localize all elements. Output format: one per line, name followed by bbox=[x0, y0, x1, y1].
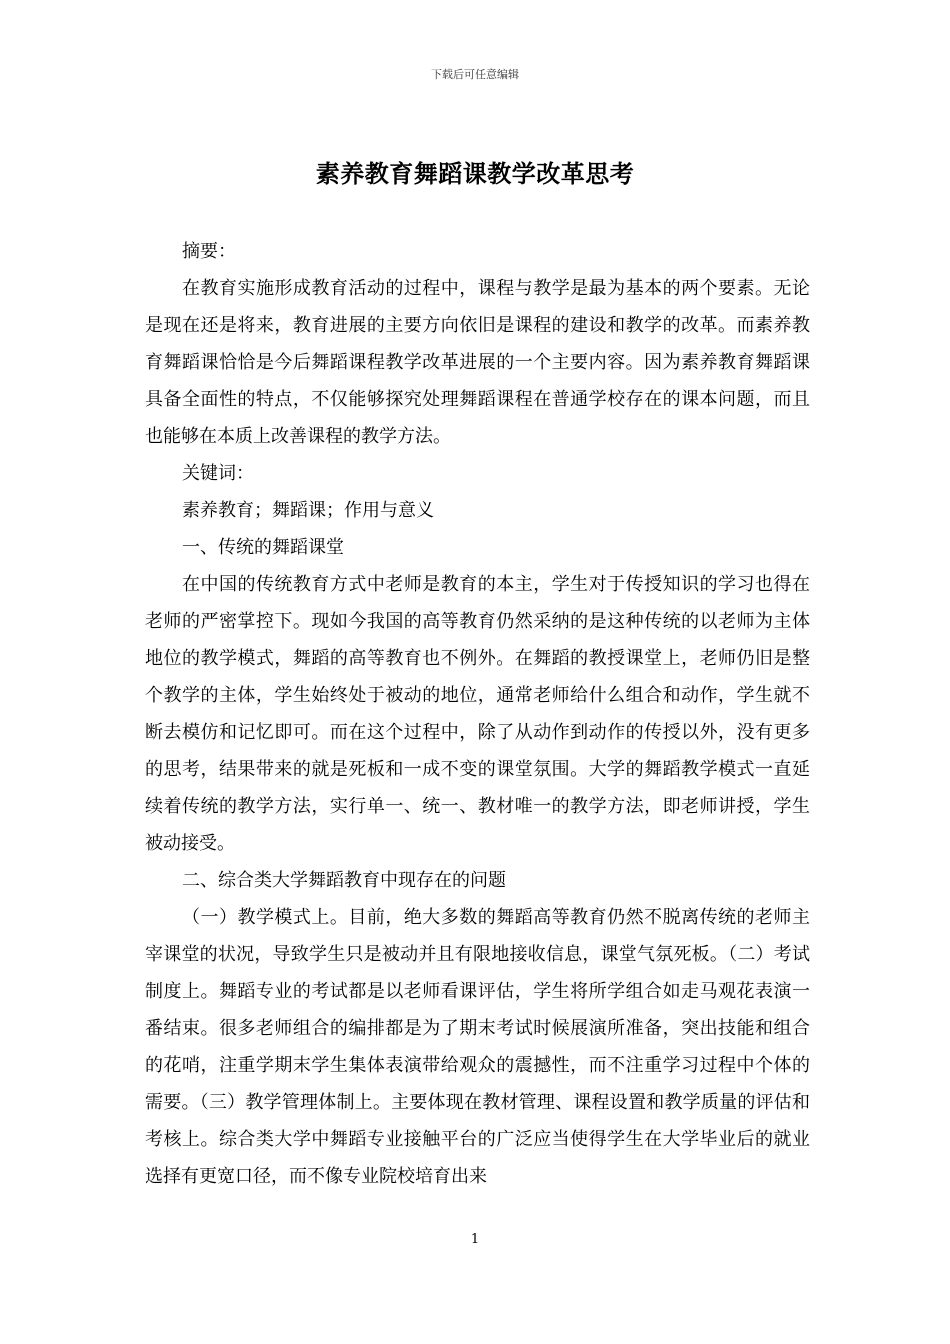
page-number: 1 bbox=[470, 1232, 480, 1247]
page-header-note: 下载后可任意编辑 bbox=[431, 68, 519, 81]
section-1-paragraph: 在中国的传统教育方式中老师是教育的本主，学生对于传授知识的学习也得在老师的严密掌控下。现如今我国的高等教育仍然采纳的是这种传统的以老师为主体地位的教学模式，舞蹈的高等教育也不例外。在舞蹈的教授课堂上，老师仍旧是整个教学的主体，学生始终处于被动的地位，通常老师给什么组合和动作，学生就不断去模仿和记忆即可。而在这个过程中，除了从动作到动作的传授以外，没有更多的思考，结果带来的就是死板和一成不变的课堂氛围。大学的舞蹈教学模式一直延续着传统的教学方法，实行单一、统一、教材唯一的教学方法，即老师讲授，学生被动接受。 bbox=[145, 574, 810, 854]
abstract-label: 摘要： bbox=[182, 241, 236, 262]
keywords-label: 关键词： bbox=[182, 463, 254, 484]
section-heading-2: 二、综合类大学舞蹈教育中现存在的问题 bbox=[182, 870, 506, 891]
abstract-paragraph: 在教育实施形成教育活动的过程中，课程与教学是最为基本的两个要素。无论是现在还是将来，教育进展的主要方向依旧是课程的建设和教学的改革。而素养教育舞蹈课恰恰是今后舞蹈课程教学改革进展的一个主要内容。因为素养教育舞蹈课具备全面性的特点，不仅能够探究处理舞蹈课程在普通学校存在的课本问题，而且也能够在本质上改善课程的教学方法。 bbox=[145, 278, 810, 447]
document-body bbox=[145, 233, 810, 1195]
section-2-paragraph: （一）教学模式上。目前，绝大多数的舞蹈高等教育仍然不脱离传统的老师主宰课堂的状况，导致学生只是被动并且有限地接收信息，课堂气氛死板。（二）考试制度上。舞蹈专业的考试都是以老师看课评估，学生将所学组合如走马观花表演一番结束。很多老师组合的编排都是为了期末考试时候展演所准备，突出技能和组合的花哨，注重学期末学生集体表演带给观众的震撼性，而不注重学习过程中个体的需要。（三）教学管理体制上。主要体现在教材管理、课程设置和教学质量的评估和考核上。综合类大学中舞蹈专业接触平台的广泛应当使得学生在大学毕业后的就业选择有更宽口径，而不像专业院校培育出来 bbox=[145, 907, 810, 1187]
keywords-list: 素养教育；舞蹈课；作用与意义 bbox=[182, 500, 434, 521]
section-heading-1: 一、传统的舞蹈课堂 bbox=[182, 537, 344, 558]
document-title: 素养教育舞蹈课教学改革思考 bbox=[315, 159, 635, 188]
